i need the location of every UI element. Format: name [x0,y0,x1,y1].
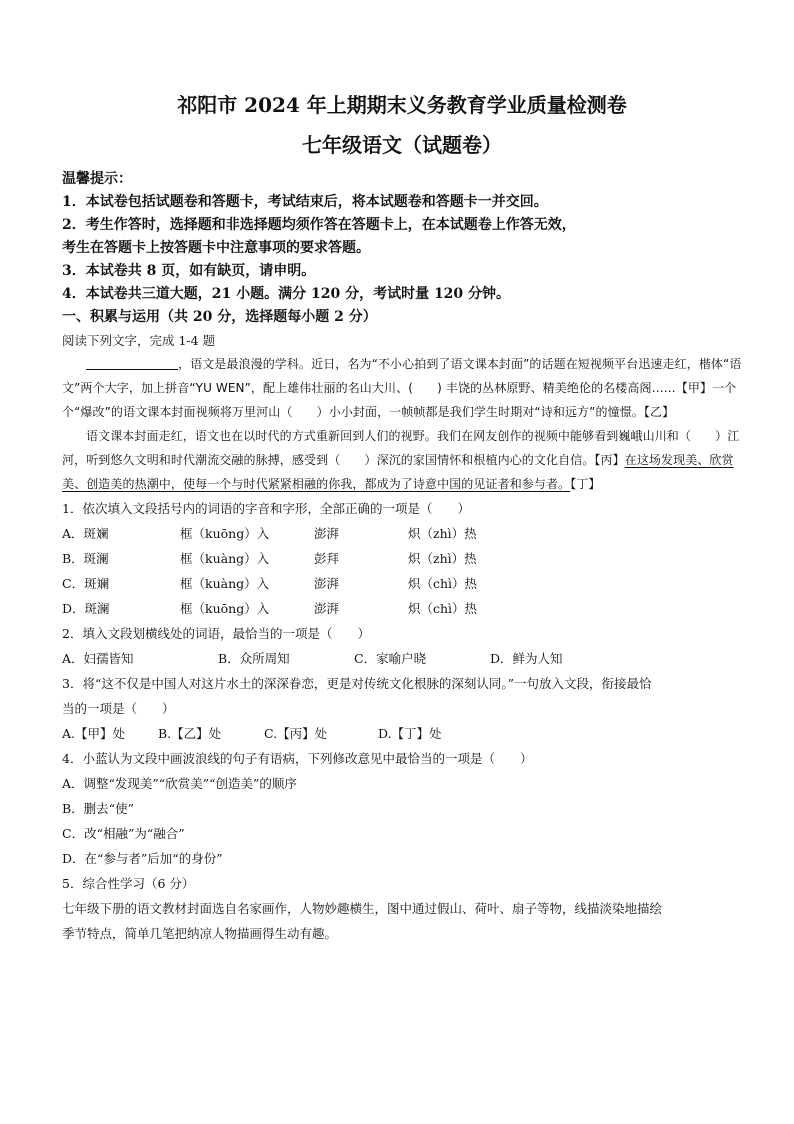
option-word: 彭拜 [314,551,340,566]
option: C.【丙】处 [264,726,328,741]
option: D.【丁】处 [378,726,442,741]
fill-blank-line [86,355,178,370]
option: D．鲜为人知 [490,651,563,666]
option-word: C．斑斓 [62,576,110,591]
question-1-option [62,596,742,621]
option-word: 澎湃 [314,601,340,616]
question-4-stem: 4．小蓝认为文段中画波浪线的句子有语病，下列修改意见中最恰当的一项是（ ） [62,751,533,766]
passage-paragraph-1 [62,352,742,424]
option-word: 框（kuàng）入 [180,576,270,591]
option-word: 炽（chì）热 [408,576,478,591]
option-word: B．斑澜 [62,551,109,566]
question-5-text: 七年级下册的语文教材封面选自名家画作，人物妙趣横生，图中通过假山、荷叶、扇子等物，线描淡染地描绘 [62,901,663,916]
question-3-stem: 3．将“这不仅是中国人对这片水土的深深眷恋，更是对传统文化根脉的深刻认同。”一句放入文段，衔接最恰 [62,676,652,691]
wavy-underlined-sentence: 在这场发现美、欣赏美、创造美的热潮中，使每一个与时代紧紧相融的你我，都成为了诗意中国的见证者和参与者。 [62,453,734,491]
option: C．家喻户晓 [354,651,427,666]
notice-item: 1．本试卷包括试题卷和答题卡，考试结束后，将本试题卷和答题卡一并交回。 [62,194,548,210]
question-1-option [62,521,742,546]
passage-paragraph-2 [62,424,742,496]
option-word: 澎湃 [314,576,340,591]
exam-title: 祁阳市 2024 年上期期末义务教育学业质量检测卷 [177,93,627,117]
question-5-stem: 5．综合性学习（6 分） [62,876,195,891]
question-2-stem: 2．填入文段划横线处的词语，最恰当的一项是（ ） [62,626,370,641]
question-5-text: 季节特点，简单几笔把纳凉人物描画得生动有趣。 [62,926,338,941]
question-1-option [62,571,742,596]
notice-item: 考生在答题卡上按答题卡中注意事项的要求答题。 [62,240,370,256]
option-word: 炽（chì）热 [408,601,478,616]
question-4-option: C．改“相融”为“融合” [62,826,185,841]
passage-text: ，语文是最浪漫的学科。近日，名为“不小心拍到了语文课本封面”的话题在短视频平台迅速走红，楷体“语文”两个大字，加上拼音“YU WEN”，配上雄伟壮丽的名山大川、( ) 丰饶的丛林原野、精美绝伦的名楼高阁……【甲】一个个“爆改”的语文课本封面视频将万里河山（ ）小小封面，一帧帧都是我们学生时期对“诗和远方”的憧憬。【乙】 [62,357,742,419]
option: B．众所周知 [218,651,290,666]
option-word: 炽（zhì）热 [408,551,477,566]
passage-text: 【丁】 [570,477,601,491]
notice-item: 2．考生作答时，选择题和非选择题均须作答在答题卡上，在本试题卷上作答无效， [62,217,576,233]
option-word: D．斑澜 [62,601,110,616]
option: B.【乙】处 [158,726,222,741]
notice-heading: 温馨提示： [62,171,132,187]
reading-instruction: 阅读下列文字，完成 1-4 题 [62,333,216,348]
question-1-stem: 1．依次填入文段括号内的词语的字音和字形，全部正确的一项是（ ） [62,501,470,516]
option: A．妇孺皆知 [62,651,134,666]
exam-page [62,92,742,946]
section-heading: 一、积累与运用（共 20 分，选择题每小题 2 分） [62,309,377,325]
question-4-option: B．删去“使” [62,801,134,816]
question-4-option: D．在“参与者”后加“的身份” [62,851,223,866]
question-3-stem-cont: 当的一项是（ ） [62,701,175,716]
question-2-options [62,646,742,671]
notice-item: 3．本试卷共 8 页，如有缺页，请申明。 [62,263,316,279]
option-word: A．斑斓 [62,526,109,541]
question-4-option: A．调整“发现美”“欣赏美”“创造美”的顺序 [62,776,297,791]
option-word: 框（kuōng）入 [180,601,270,616]
option-word: 框（kuàng）入 [180,551,270,566]
exam-subtitle: 七年级语文（试题卷） [302,133,502,157]
question-1-option [62,546,742,571]
option: A.【甲】处 [62,726,126,741]
option-word: 框（kuōng）入 [180,526,270,541]
option-word: 澎湃 [314,526,340,541]
option-word: 炽（zhì）热 [408,526,477,541]
notice-item: 4．本试卷共三道大题，21 小题。满分 120 分，考试时量 120 分钟。 [62,286,511,302]
passage-text: 语文课本封面走红，语文也在以时代的方式重新回到人们的视野。我们在网友创作的视频中能够看到巍峨山川和（ ）江河，听到悠久文明和时代潮流交融的脉搏，感受到（ ）深沉的家国情怀和根植内心的文化自信。【丙】 [62,429,740,467]
question-3-options [62,721,742,746]
